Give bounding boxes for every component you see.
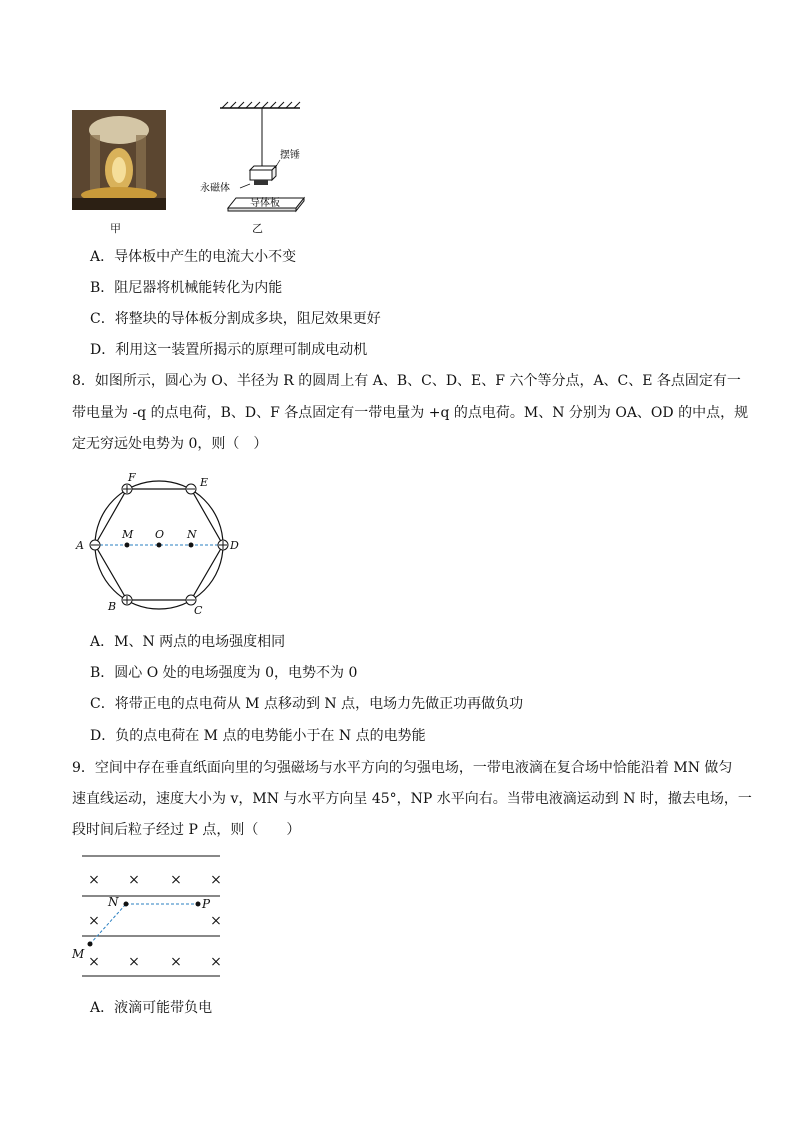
q9-stem-line-3: 段时间后粒子经过 P 点，则（ ） — [72, 822, 301, 838]
point-m-label: M — [122, 528, 134, 541]
q8-stem-line-2: 带电量为 -q 的点电荷，B、D、F 各点固定有一带电量为 +q 的点电荷。M、N 分别为 OA、OD 的中点，规 — [72, 405, 749, 421]
q7-option-a[interactable]: A．导体板中产生的电流大小不变 — [90, 249, 297, 265]
label-plate: 导体板 — [250, 198, 280, 209]
label-pendulum: 摆锤 — [280, 150, 300, 161]
field-cross: × — [88, 913, 100, 929]
point-m-label: M — [72, 947, 85, 961]
field-cross: × — [128, 954, 140, 970]
point-f-label: F — [128, 471, 136, 484]
photo-jia — [72, 110, 166, 210]
field-cross: × — [88, 954, 100, 970]
field-cross: × — [210, 872, 222, 888]
point-o-label: O — [155, 528, 165, 541]
damper-photo-illustration — [72, 110, 166, 210]
q8-option-d[interactable]: D．负的点电荷在 M 点的电势能小于在 N 点的电势能 — [90, 728, 426, 744]
q7-option-b[interactable]: B．阻尼器将机械能转化为内能 — [90, 280, 283, 296]
point-n-label: N — [187, 528, 197, 541]
q8-option-c[interactable]: C．将带正电的点电荷从 M 点移动到 N 点，电场力先做正功再做负功 — [90, 696, 524, 712]
field-cross: × — [88, 872, 100, 888]
point-b-label: B — [108, 600, 117, 613]
q9-option-a[interactable]: A．液滴可能带负电 — [90, 1000, 213, 1016]
q8-option-a[interactable]: A．M、N 两点的电场强度相同 — [90, 634, 286, 650]
q8-stem-line-1: 8．如图所示，圆心为 O、半径为 R 的圆周上有 A、B、C、D、E、F 六个等分点，A、C、E 各点固定有一 — [72, 373, 741, 389]
field-cross: × — [170, 872, 182, 888]
field-cross: × — [210, 913, 222, 929]
pendulum-diagram — [200, 98, 330, 228]
point-n-label: N — [108, 895, 119, 909]
label-magnet: 永磁体 — [200, 183, 230, 194]
field-cross: × — [128, 872, 140, 888]
q7-option-d[interactable]: D．利用这一装置所揭示的原理可制成电动机 — [90, 342, 368, 358]
magnetic-field-diagram — [68, 848, 238, 988]
caption-yi: 乙 — [252, 222, 263, 235]
q9-stem-line-1: 9．空间中存在垂直纸面向里的匀强磁场与水平方向的匀强电场，一带电液滴在复合场中恰能沿着 MN 做匀 — [72, 760, 733, 776]
point-c-label: C — [194, 604, 203, 617]
q7-option-c[interactable]: C．将整块的导体板分割成多块，阻尼效果更好 — [90, 311, 381, 327]
caption-jia: 甲 — [110, 222, 121, 235]
point-a-label: A — [76, 539, 84, 552]
field-cross: × — [170, 954, 182, 970]
q8-option-b[interactable]: B．圆心 O 处的电场强度为 0，电势不为 0 — [90, 665, 358, 681]
q8-stem-line-3: 定无穷远处电势为 0，则（ ） — [72, 436, 268, 452]
point-e-label: E — [200, 476, 209, 489]
point-d-label: D — [230, 539, 239, 552]
point-p-label: P — [202, 897, 211, 911]
q9-stem-line-2: 速直线运动，速度大小为 v，MN 与水平方向呈 45°，NP 水平向右。当带电液滴运动到 N 时，撤去电场，一 — [72, 791, 752, 807]
hexagon-charge-diagram — [70, 470, 250, 620]
field-cross: × — [210, 954, 222, 970]
